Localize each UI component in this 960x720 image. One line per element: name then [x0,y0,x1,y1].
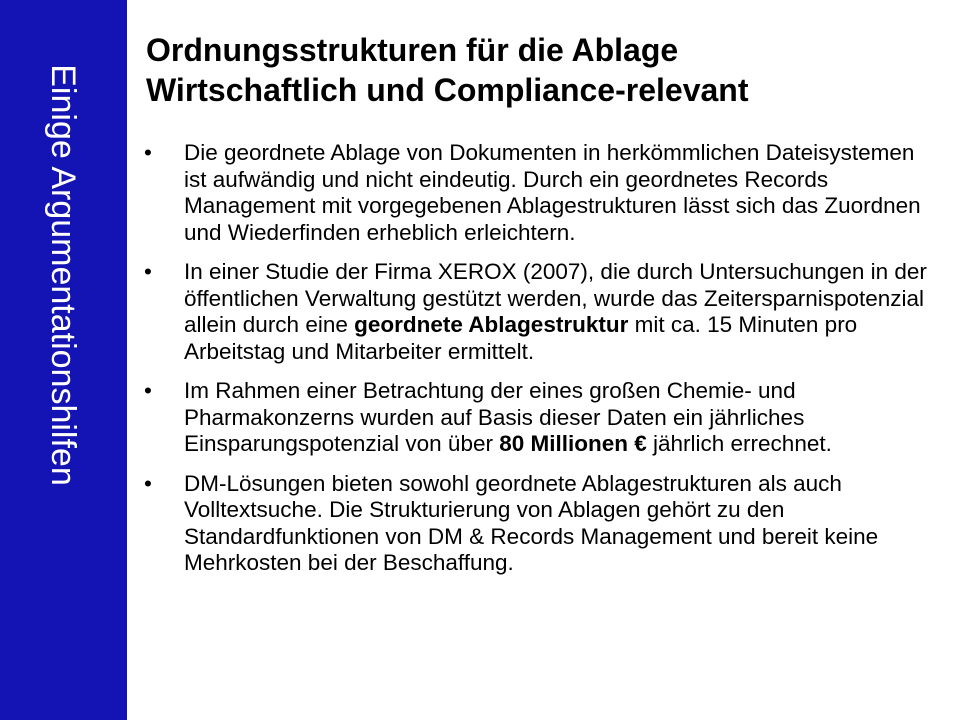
sidebar-label: Einige Argumentationshilfen [44,64,82,486]
bullet-text: In einer Studie der Firma XEROX (2007), die durch Untersuchungen in der öffentlichen Verwaltung gestützt werden, wurde das Zeitersparnispotenzial allein durch eine [184,259,927,337]
bullet-dot-icon: • [144,470,152,496]
bullet-text: jährlich errechnet. [646,431,832,456]
sidebar-banner [0,0,127,720]
slide-title [146,30,946,110]
title-line-1: Ordnungsstrukturen für die Ablage [146,32,679,68]
bullet-text: mit ca. 15 Minuten pro Arbeitstag und Mitarbeiter ermittelt. [184,312,858,364]
bullet-text: Im Rahmen einer Betrachtung der eines großen Chemie- und Pharmakonzerns wurden auf Basis dieser Daten ein jährliches Einsparungspotenzial von über [184,378,805,456]
bullet-item [140,378,930,458]
bullet-text: DM-Lösungen bieten sowohl geordnete Ablagestrukturen als auch Volltextsuche. Die Strukturierung von Ablagen gehört zu den Standardfunktionen von DM & Records Management und bereit keine Mehrkosten bei der Beschaffung. [184,470,879,575]
bullet-item [140,140,930,246]
bullet-dot-icon: • [144,140,152,165]
bullet-text: Die geordnete Ablage von Dokumenten in herkömmlichen Dateisystemen ist aufwändig und nicht eindeutig. Durch ein geordnetes Records Management mit vorgegebenen Ablagestrukturen lässt sich das Zuordnen und Wiederfinden erheblich erleichtern. [184,140,921,245]
bullet-emphasis: 80 Millionen € [499,431,647,456]
bullet-item [140,259,930,365]
bullet-dot-icon: • [144,259,152,284]
bullet-list [140,140,930,590]
title-line-2: Wirtschaftlich und Compliance-relevant [146,72,749,108]
bullet-emphasis: geordnete Ablagestruktur [354,312,629,337]
bullet-dot-icon: • [144,378,152,403]
bullet-item [140,471,930,577]
